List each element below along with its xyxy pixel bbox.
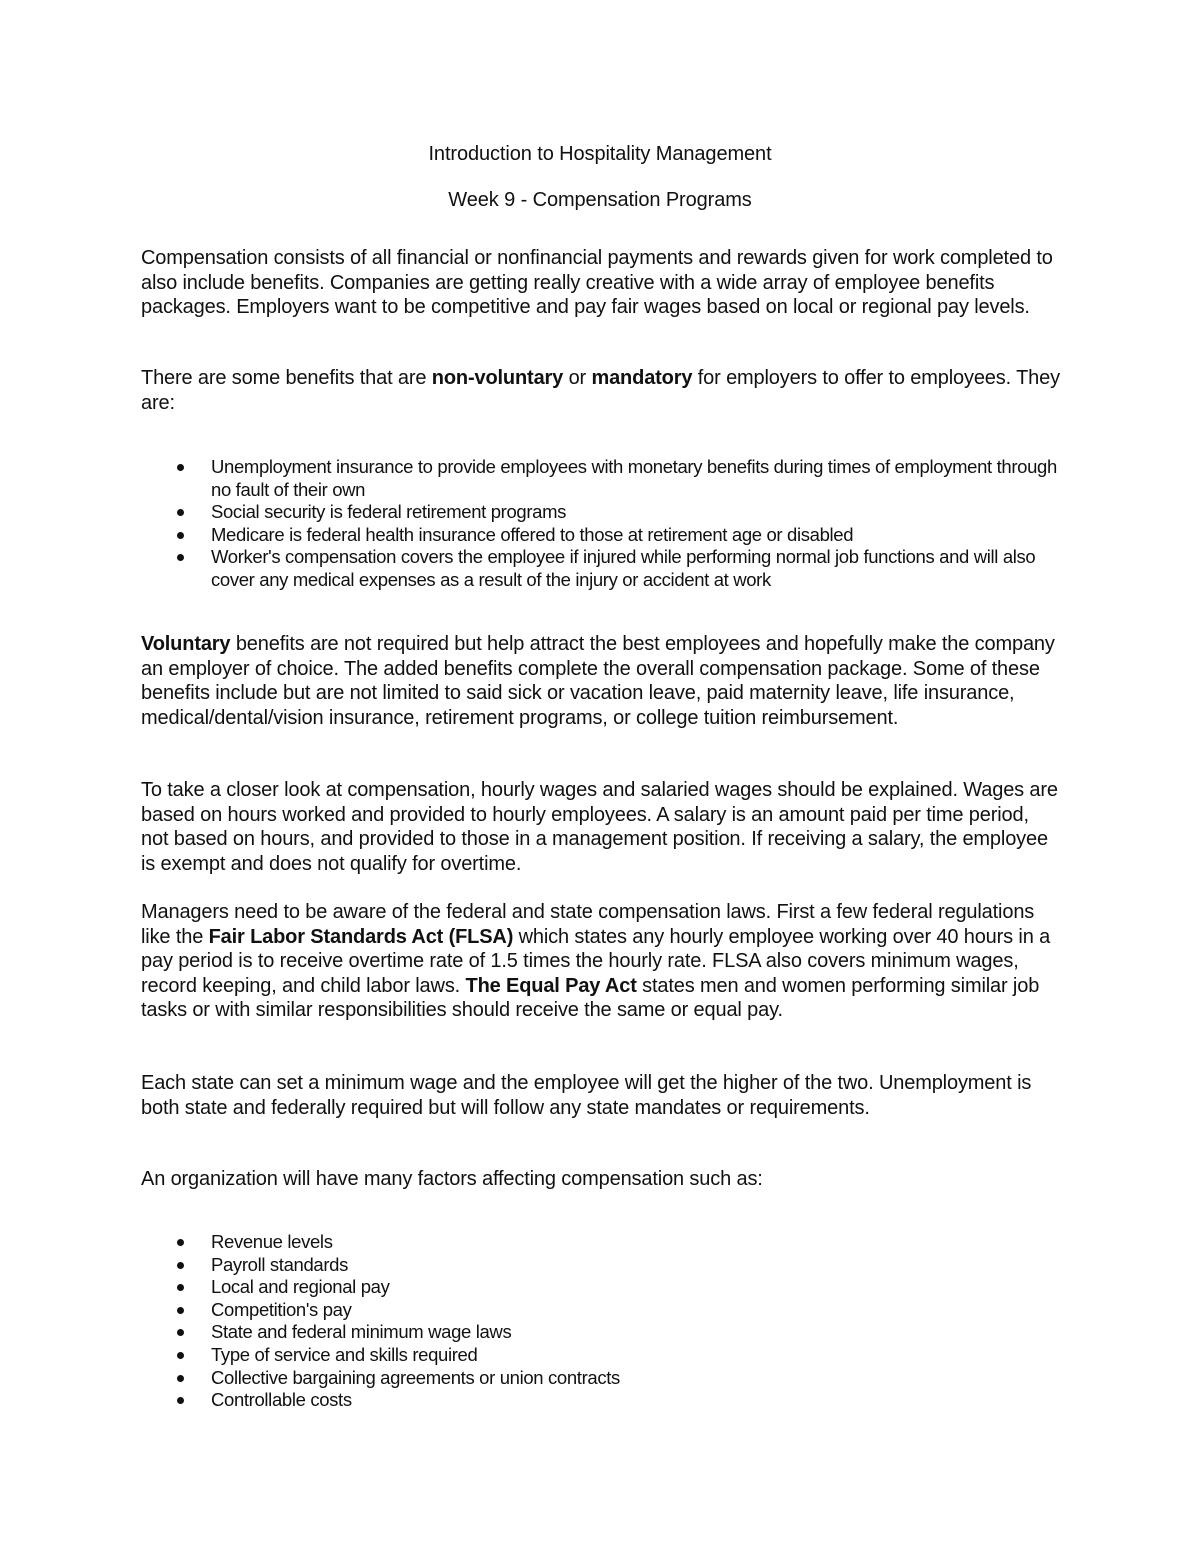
list-item — [141, 501, 1071, 524]
list-item-text: Worker's compensation covers the employee if injured while performing normal job functions and will also cover any medical expenses as a result of the injury or accident at work — [211, 546, 1036, 590]
intro-paragraph: Compensation consists of all financial or nonfinancial payments and rewards given for work completed to also include benefits. Companies are getting really creative with a wide array of employee benefits packages. Employers want to be competitive and pay fair wages based on local or regional pay levels. — [141, 247, 1053, 319]
bullet-icon — [177, 1239, 184, 1246]
list-item — [141, 524, 1071, 547]
list-item-text: Controllable costs — [211, 1389, 352, 1411]
text-span: which states any hourly employee working over 40 hours in a pay period is to receive overtime rate of 1.5 times the hourly rate. FLSA also covers minimum wages, record keeping, and child labor laws. — [141, 925, 1051, 997]
list-item — [141, 1389, 1071, 1412]
list-item-text: State and federal minimum wage laws — [211, 1321, 512, 1343]
list-item — [141, 1344, 1071, 1367]
bullet-icon — [177, 1397, 184, 1404]
bullet-icon — [177, 1262, 184, 1269]
bold-term-non-voluntary: non-voluntary — [431, 367, 564, 389]
document-title: Introduction to Hospitality Management — [428, 143, 772, 165]
list-item — [141, 456, 1071, 501]
bullet-icon — [177, 1284, 184, 1291]
bullet-icon — [177, 1307, 184, 1314]
list-item — [141, 1276, 1071, 1299]
list-item-text: Local and regional pay — [211, 1276, 390, 1298]
list-item-text: Payroll standards — [211, 1253, 348, 1275]
bold-term-voluntary: Voluntary — [141, 633, 231, 655]
list-item-text: Competition's pay — [211, 1298, 352, 1320]
wages-paragraph: To take a closer look at compensation, hourly wages and salaried wages should be explained. Wages are based on hours worked and provided to hourly employees. A salary is an amount paid per time period, not based on hours, and provided to those in a management position. If receiving a salary, the employee is exempt and does not qualify for overtime. — [141, 779, 1058, 875]
bullet-icon — [177, 1329, 184, 1336]
list-item — [141, 546, 1071, 591]
list-item — [141, 1299, 1071, 1322]
list-item-text: Collective bargaining agreements or union contracts — [211, 1366, 620, 1388]
list-item — [141, 1254, 1071, 1277]
bullet-icon — [177, 554, 184, 561]
voluntary-benefits-paragraph — [141, 632, 1061, 730]
list-item-text: Type of service and skills required — [211, 1343, 478, 1365]
text-span: There are some benefits that are — [141, 367, 432, 389]
text-span: for employers to offer to employees. They are: — [141, 367, 1060, 414]
list-item — [141, 1321, 1071, 1344]
mandatory-benefits-list — [141, 456, 1071, 592]
text-span: benefits are not required but help attract the best employees and hopefully make the company an employer of choice. The added benefits complete the overall compensation package. Some of these benefits include but are not limited to said sick or vacation leave, paid maternity leave, life insurance, medical/dental/vision insurance, retirement programs, or college tuition reimbursement. — [141, 633, 1055, 729]
text-span: Managers need to be aware of the federal and state compensation laws. First a few federal regulations like the — [141, 901, 1035, 948]
bold-term-mandatory: mandatory — [591, 367, 693, 389]
factors-intro-paragraph: An organization will have many factors affecting compensation such as: — [141, 1168, 763, 1190]
bold-term-equal-pay-act: The Equal Pay Act — [465, 974, 637, 997]
bold-term-flsa: Fair Labor Standards Act (FLSA) — [208, 925, 514, 948]
bullet-icon — [177, 532, 184, 539]
list-item-text: Medicare is federal health insurance offered to those at retirement age or disabled — [211, 523, 854, 545]
bullet-icon — [177, 1375, 184, 1382]
bullet-icon — [177, 464, 184, 471]
text-span: or — [563, 367, 592, 389]
text-span: states men and women performing similar job tasks or with similar responsibilities should receive the same or equal pay. — [141, 974, 1040, 1022]
document-subtitle: Week 9 - Compensation Programs — [448, 189, 752, 211]
list-item — [141, 1231, 1071, 1254]
compensation-laws-paragraph — [141, 900, 1061, 1023]
list-item — [141, 1367, 1071, 1390]
compensation-factors-list — [141, 1231, 1071, 1412]
mandatory-benefits-paragraph — [141, 366, 1061, 415]
bullet-icon — [177, 509, 184, 516]
list-item-text: Revenue levels — [211, 1231, 333, 1252]
list-item-text: Unemployment insurance to provide employees with monetary benefits during times of employment through no fault of their own — [211, 456, 1057, 500]
bullet-icon — [177, 1352, 184, 1359]
list-item-text: Social security is federal retirement programs — [211, 501, 567, 523]
state-minimum-wage-paragraph: Each state can set a minimum wage and the employee will get the higher of the two. Unemployment is both state and federally required but will follow any state mandates or requirements. — [141, 1072, 1032, 1119]
